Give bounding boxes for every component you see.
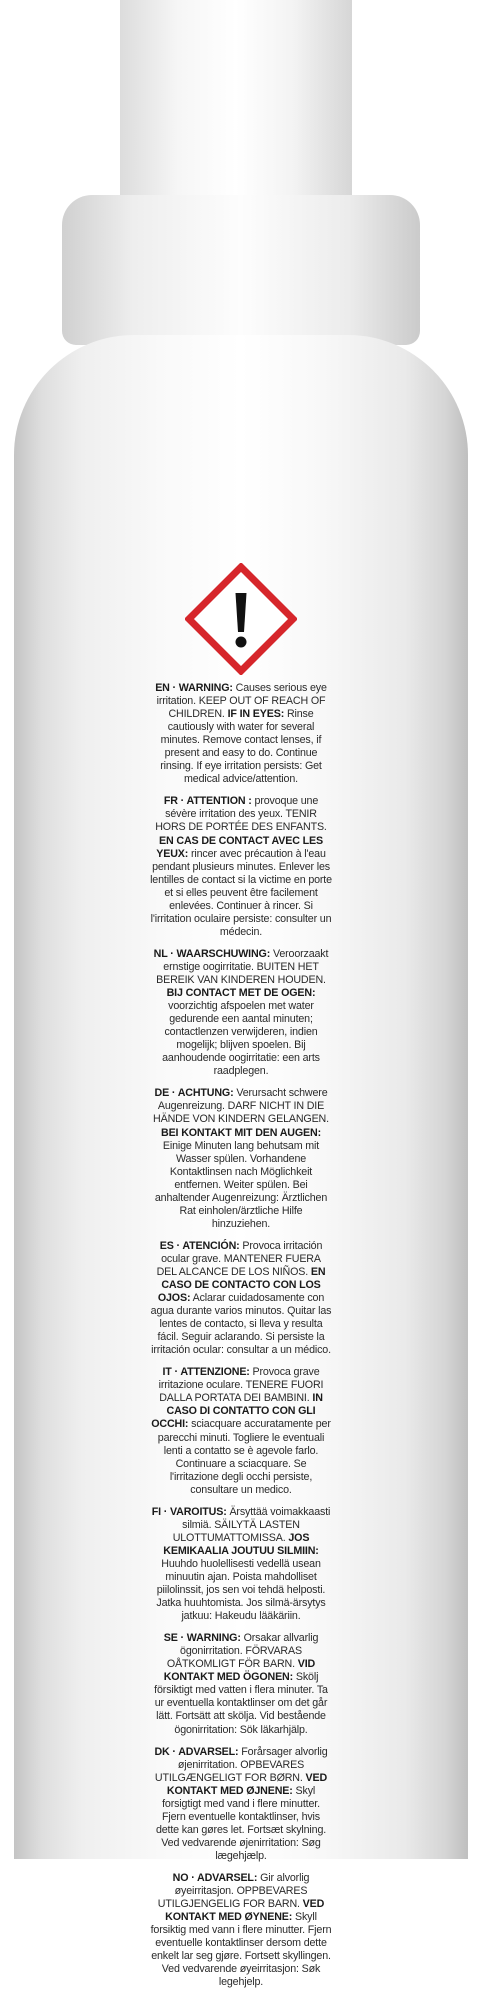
warning-instruction-heading: BIJ CONTACT MET DE OGEN: [166,987,316,1000]
warning-language-heading: SE · WARNING: [163,1632,241,1645]
warning-block [150,795,332,939]
bottle-cap-top [120,0,352,205]
warning-block [150,1366,332,1496]
warning-language-heading: IT · ATTENZIONE: [162,1366,250,1379]
warning-text: sciacquare accuratamente per parecchi minuti. Togliere le eventuali lenti a contatto se è agevole farlo. Continuare a sciacquare. Se l'irritazione degli occhi persiste, consultare un medico. [157,1418,331,1496]
warning-text: voorzichtig afspoelen met water gedurende een aantal minuten; contactlenzen verwijderen, indien mogelijk; blijven spoelen. Bij aanhoudende oogirritatie: een arts raadplegen. [162,1000,320,1078]
warning-instruction-heading: VED KONTAKT MED ØYNENE: [165,1898,325,1924]
warning-block [150,682,332,786]
warning-instruction-heading: VID KONTAKT MED ÖGONEN: [163,1658,316,1684]
warning-text: Orsakar allvarlig ögonirritation. FÖRVARAS OÅTKOMLIGT FÖR BARN. [166,1632,319,1671]
warning-language-heading: NL · WAARSCHUWING: [153,947,271,960]
warning-text: provoque une sévère irritation des yeux. TENIR HORS DE PORTÉE DES ENFANTS. [155,795,327,834]
warning-language-heading: FR · ATTENTION : [163,795,252,808]
warning-label-text [150,682,332,1998]
warning-language-heading: EN · WARNING: [155,682,233,694]
warning-language-heading: DK · ADVARSEL: [154,1745,239,1758]
warning-instruction-heading: JOS KEMIKAALIA JOUTUU SILMIIN: [163,1531,319,1557]
warning-instruction-heading: BEI KONTAKT MIT DEN AUGEN: [161,1126,321,1139]
warning-language-heading: FI · VAROITUS: [151,1505,227,1518]
warning-block [150,1240,332,1357]
warning-text: Ärsyttää voimakkaasti silmiä. SÄILYTÄ LASTEN ULOTTUMATTOMISSA. [172,1505,331,1544]
warning-text: Provoca grave irritazione oculare. TENERE FUORI DALLA PORTATA DEI BAMBINI. [158,1366,324,1405]
warning-instruction-heading: EN CAS DE CONTACT AVEC LES YEUX: [156,834,323,860]
bottle-cap-ring [62,195,420,345]
warning-block [150,1632,332,1736]
warning-text: Skyll forsiktig med vann i flere minutter. Fjern eventuelle kontaktlinser dersom dette enkelt lar seg gjøre. Fortsett skyllingen. Ved vedvarende øyeirritasjon: Søk legehjelp. [150,1911,332,1989]
warning-text: Skölj försiktigt med vatten i flera minuter. Ta ur eventuella kontaktlinser om det går lätt. Fortsätt att skölja. Vid bestående ögonirritation: Sök läkarhjälp. [154,1671,328,1736]
warning-language-heading: ES · ATENCIÓN: [159,1239,240,1252]
warning-block [150,1087,332,1231]
warning-text: Verursacht schwere Augenreizung. DARF NICHT IN DIE HÄNDE VON KINDERN GELANGEN. [153,1087,329,1126]
warning-text: Provoca irritación ocular grave. MANTENER FUERA DEL ALCANCE DE LOS NIÑOS. [156,1239,323,1278]
warning-language-heading: DE · ACHTUNG: [154,1087,234,1100]
warning-block [150,1506,332,1623]
warning-text: Causes serious eye irritation. KEEP OUT OF REACH OF CHILDREN. [156,682,327,721]
warning-language-heading: NO · ADVARSEL: [172,1871,258,1884]
warning-instruction-heading: EN CASO DE CONTACTO CON LOS OJOS: [157,1265,326,1305]
warning-text: Veroorzaakt ernstige oogirritatie. BUITEN HET BEREIK VAN KINDEREN HOUDEN. [156,947,329,986]
warning-text: Aclarar cuidadosamente con agua durante varios minutos. Quitar las lentes de contacto, si lleva y resulta fácil. Seguir aclarando. Si persiste la irritación ocular: consultar a un médico. [150,1292,332,1357]
warning-instruction-heading: IF IN EYES: [227,708,285,721]
warning-block [150,948,332,1078]
warning-text: Forårsager alvorlig øjenirritation. OPBEVARES UTILGÆNGELIGT FOR BØRN. [154,1745,328,1784]
exclamation-dot [236,637,247,648]
warning-text: Rinse cautiously with water for several minutes. Remove contact lenses, if present and easy to do. Continue rinsing. If eye irritation persists: Get medical advice/attention. [160,708,322,786]
warning-instruction-heading: IN CASO DI CONTATTO CON GLI OCCHI: [151,1392,323,1431]
warning-block [150,1746,332,1863]
exclamation-mark-hazard-icon [185,563,297,675]
warning-text: Skyl forsigtigt med vand i flere minutter. Fjern eventuelle kontaktlinser, hvis dette kan gøres let. Fortsæt skylning. Ved vedvarende øjenirritation: Søg lægehjælp. [155,1784,327,1862]
warning-text: Gir alvorlig øyeirritasjon. OPPBEVARES UTILGJENGELIG FOR BARN. [157,1871,310,1911]
warning-text: Huuhdo huolellisesti vedellä usean minuutin ajan. Poista mahdolliset piilolinssit, jos sen voi tehdä helposti. Jatka huuhtomista. Jos silmä-ärsytys jatkuu: Hakeudu lääkäriin. [156,1557,326,1623]
warning-text: Einige Minuten lang behutsam mit Wasser spülen. Vorhandene Kontaktlinsen nach Möglichkeit entfernen. Weiter spülen. Bei anhaltender Augenreizung: Ärztlichen Rat einholen/ärztliche Hilfe hinzuziehen. [154,1139,328,1230]
warning-block [150,1872,332,1989]
warning-text: rincer avec précaution à l'eau pendant plusieurs minutes. Enlever les lentilles de contact si la victime en porte et si elles peuvent être facilement enlevées. Continuer à rincer. Si l'irritation oculaire persiste: consulter un médecin. [150,847,332,938]
warning-instruction-heading: VED KONTAKT MED ØJNENE: [166,1771,328,1797]
